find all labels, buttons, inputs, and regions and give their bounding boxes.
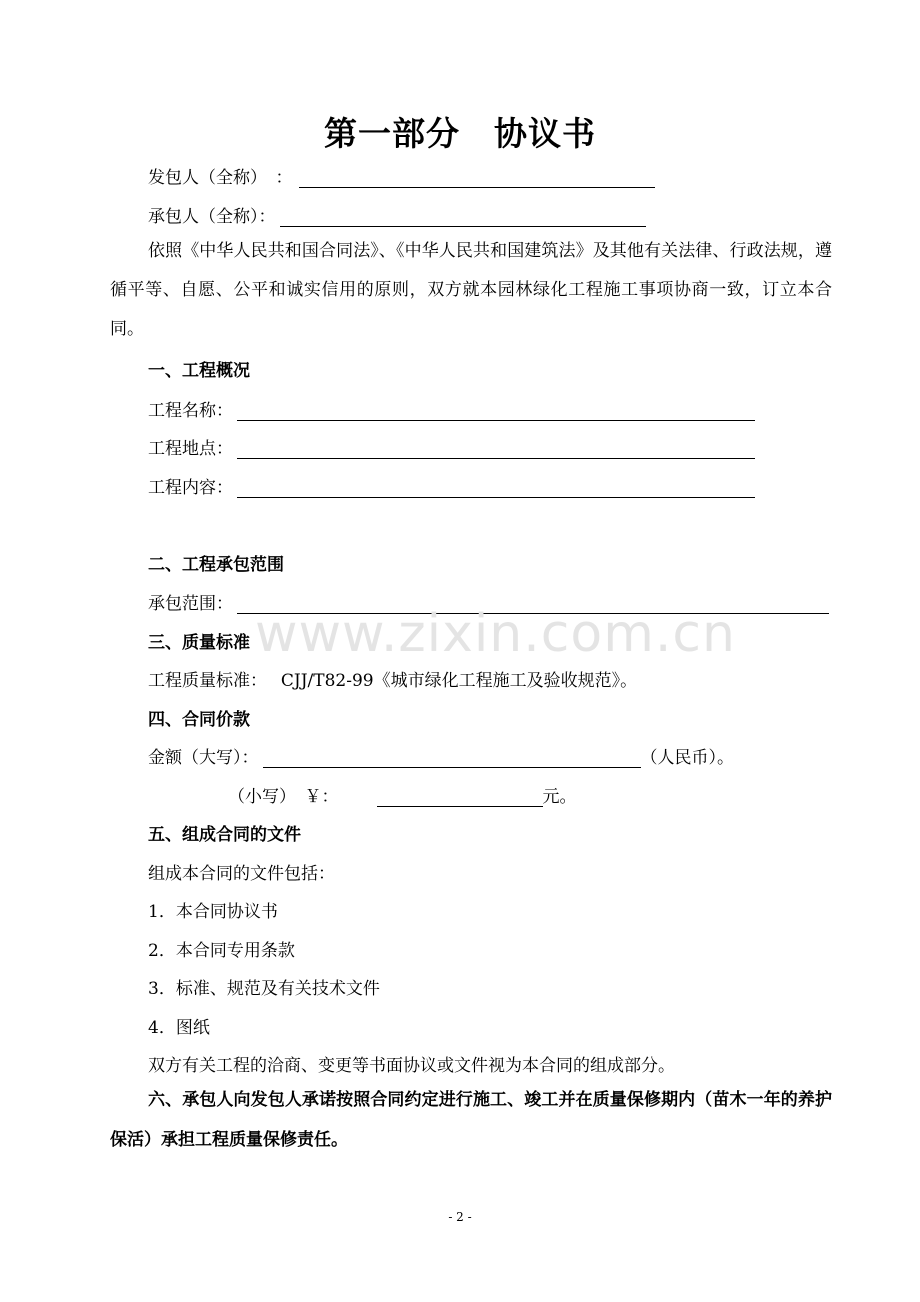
project-name-label: 工程名称：: [148, 401, 233, 421]
project-content-row: [148, 473, 755, 498]
document-item-4: 4．图纸: [148, 1018, 210, 1038]
amount-lower-label: （小写） ￥：: [228, 787, 339, 807]
document-title: 第一部分 协议书: [324, 114, 596, 153]
employer-blank[interactable]: [299, 169, 655, 188]
section5-heading: 五、组成合同的文件: [148, 825, 301, 845]
contractor-label: 承包人（全称）：: [148, 207, 276, 227]
section4-heading: 四、合同价款: [148, 710, 250, 730]
watermark: www.zixin.com.cn: [255, 604, 736, 664]
amount-lower-suffix: 元。: [542, 787, 577, 807]
project-content-blank[interactable]: [237, 479, 755, 498]
section3-heading: 三、质量标准: [148, 633, 250, 653]
documents-intro: 组成本合同的文件包括：: [148, 864, 335, 884]
document-item-2: 2．本合同专用条款: [148, 941, 295, 961]
project-name-row: [148, 396, 755, 421]
project-location-blank[interactable]: [237, 440, 755, 459]
quality-standard-text: 工程质量标准： CJJ/T82-99《城市绿化工程施工及验收规范》。: [148, 671, 638, 691]
contractor-blank[interactable]: [280, 208, 646, 227]
contractor-row: [148, 202, 646, 227]
project-location-label: 工程地点：: [148, 439, 233, 459]
amount-upper-blank[interactable]: [263, 749, 641, 768]
amount-upper-row: [148, 743, 734, 768]
project-name-blank[interactable]: [237, 402, 755, 421]
employer-row: [148, 163, 655, 188]
amount-lower-row: [228, 782, 577, 807]
documents-closing: 双方有关工程的洽商、变更等书面协议或文件视为本合同的组成部分。: [148, 1056, 675, 1076]
section6-paragraph: 六、承包人向发包人承诺按照合同约定进行施工、竣工并在质量保修期内（苗木一年的养护保活）承担工程质量保修责任。: [110, 1090, 832, 1150]
intro-paragraph: 依照《中华人民共和国合同法》、《中华人民共和国建筑法》及其他有关法律、行政法规，遵循平等、自愿、公平和诚实信用的原则，双方就本园林绿化工程施工事项协商一致，订立本合同。: [110, 241, 832, 339]
project-content-label: 工程内容：: [148, 478, 233, 498]
project-location-row: [148, 434, 755, 459]
amount-lower-blank[interactable]: [377, 788, 543, 807]
section1-heading: 一、工程概况: [148, 361, 250, 381]
scope-label: 承包范围：: [148, 594, 233, 614]
section2-heading: 二、工程承包范围: [148, 555, 284, 575]
amount-upper-suffix: （人民币）。: [640, 748, 734, 768]
document-item-3: 3．标准、规范及有关技术文件: [148, 979, 380, 999]
page-number: - 2 -: [448, 1210, 472, 1224]
employer-label: 发包人（全称） ：: [148, 168, 293, 188]
amount-upper-label: 金额（大写）：: [148, 748, 259, 768]
document-item-1: 1．本合同协议书: [148, 902, 278, 922]
